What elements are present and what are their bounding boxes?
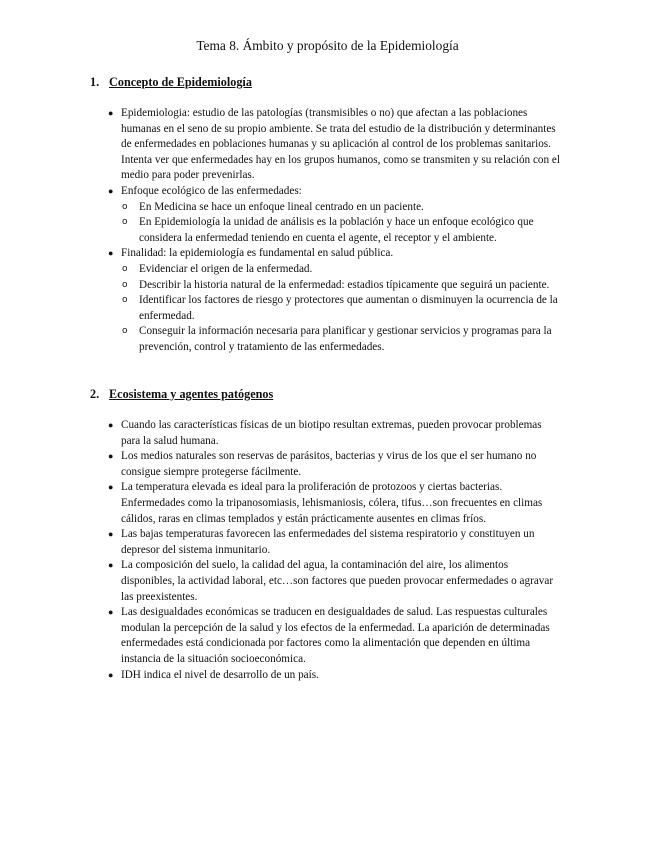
list-item-text: La composición del suelo, la calidad del agua, la contaminación del aire, los alimentos disponibles, la actividad laboral, etc…son factores que pueden provocar enfermedades o agravar las preexistentes. xyxy=(121,559,554,603)
sublist-item-text: En Epidemiología la unidad de análisis es la población y hace un enfoque ecológico que considera la enfermedad teniendo en cuenta el agente, el receptor y el ambiente. xyxy=(139,216,534,244)
list-item xyxy=(108,106,561,184)
bullet-icon: ● xyxy=(108,248,114,259)
sublist-item-text: En Medicina se hace un enfoque lineal centrado en un paciente. xyxy=(139,200,424,213)
section-2-list xyxy=(108,418,561,683)
circle-bullet-icon: o xyxy=(122,295,128,306)
sublist-item xyxy=(122,215,561,246)
circle-bullet-icon: o xyxy=(122,326,128,337)
circle-bullet-icon: o xyxy=(122,279,128,290)
section-number: 1. xyxy=(90,75,100,89)
section-title: Ecosistema y agentes patógenos xyxy=(109,387,274,401)
section-number: 2. xyxy=(90,387,100,401)
sublist xyxy=(121,262,561,356)
list-item xyxy=(108,418,561,449)
list-item xyxy=(108,449,561,480)
bullet-icon: ● xyxy=(108,560,114,571)
circle-bullet-icon: o xyxy=(122,263,128,274)
list-item xyxy=(108,527,561,558)
section-title: Concepto de Epidemiología xyxy=(109,75,252,89)
page-title: Tema 8. Ámbito y propósito de la Epidemiología xyxy=(196,38,459,53)
sublist-item xyxy=(122,278,561,294)
sublist-item xyxy=(122,200,561,216)
list-item-text: La temperatura elevada es ideal para la proliferación de protozoos y ciertas bacterias. Enfermedades como la tripanosomiasis, lehismaniosis, cólera, tifus…son frecuentes en climas cálidos, raras en climas templados y están prácticamente ausentes en climas fríos. xyxy=(121,481,543,525)
sublist-item-text: Describir la historia natural de la enfermedad: estadios típicamente que seguirá un paciente. xyxy=(139,278,550,291)
section-1-list xyxy=(108,106,561,356)
section-heading-1 xyxy=(90,74,252,90)
sublist-item-text: Conseguir la información necesaria para planificar y gestionar servicios y programas para la prevención, control y tratamiento de las enfermedades. xyxy=(139,325,552,353)
list-item xyxy=(108,480,561,527)
list-item xyxy=(108,605,561,667)
bullet-icon: ● xyxy=(108,529,114,540)
list-item xyxy=(108,246,561,355)
list-item xyxy=(108,668,561,684)
section-heading-2 xyxy=(90,386,273,402)
sublist-item xyxy=(122,293,561,324)
sublist-item-text: Identificar los factores de riesgo y protectores que aumentan o disminuyen la ocurrencia de la enfermedad. xyxy=(139,294,558,322)
list-item-text: Epidemiologia: estudio de las patologías (transmisibles o no) que afectan a las poblaciones humanas en el seno de su propio ambiente. Se trata del estudio de la distribución y determinantes de enfermedades en poblaciones humanas y su aplicación al control de los problemas sanitarios. Intenta ver que enfermedades hay en los grupos humanos, como se transmiten y su relación con el medio para poder prevenirlas. xyxy=(121,107,560,182)
list-item-text: Enfoque ecológico de las enfermedades: xyxy=(121,184,302,197)
list-item xyxy=(108,184,561,246)
list-item-text: Las desigualdades económicas se traducen en desigualdades de salud. Las respuestas culturales modulan la percepción de la salud y los efectos de la enfermedad. La aparición de determinadas enfermedades está condicionada por factores como la alimentación que dependen en última instancia de la situación socioeconómica. xyxy=(121,606,550,665)
list-item-text: Cuando las características físicas de un biotipo resultan extremas, pueden provocar problemas para la salud humana. xyxy=(121,419,542,447)
sublist-item-text: Evidenciar el origen de la enfermedad. xyxy=(139,262,313,275)
bullet-icon: ● xyxy=(108,108,114,118)
sublist-item xyxy=(122,262,561,278)
sublist xyxy=(121,200,561,247)
bullet-icon: ● xyxy=(108,607,114,618)
bullet-icon: ● xyxy=(108,451,114,462)
list-item-text: IDH indica el nivel de desarrollo de un país. xyxy=(121,668,319,681)
circle-bullet-icon: o xyxy=(122,217,128,228)
list-item-text: Las bajas temperaturas favorecen las enfermedades del sistema respiratorio y constituyen un depresor del sistema inmunitario. xyxy=(121,528,535,556)
bullet-icon: ● xyxy=(108,482,114,493)
circle-bullet-icon: o xyxy=(122,201,128,212)
list-item-text: Los medios naturales son reservas de parásitos, bacterias y virus de los que el ser humano no consigue siempre protegerse fácilmente. xyxy=(121,450,537,478)
list-item xyxy=(108,558,561,605)
bullet-icon: ● xyxy=(108,420,114,430)
list-item-text: Finalidad: la epidemiología es fundamental en salud pública. xyxy=(121,247,394,260)
bullet-icon: ● xyxy=(108,185,114,196)
bullet-icon: ● xyxy=(108,669,114,680)
sublist-item xyxy=(122,324,561,355)
